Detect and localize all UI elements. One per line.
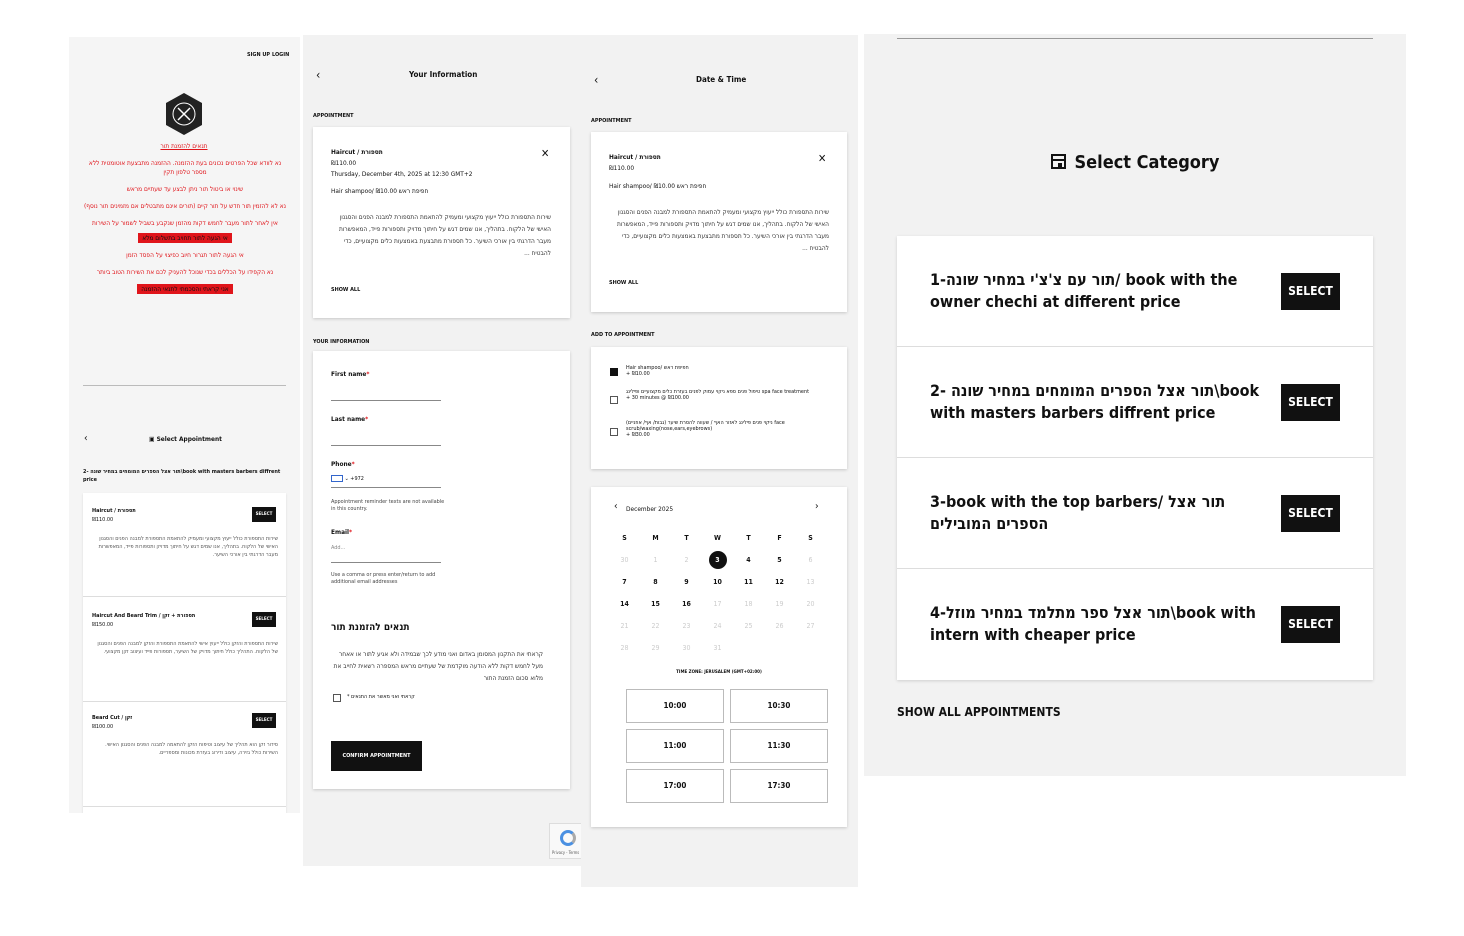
weekday-label: S [808,534,813,542]
calendar-day[interactable]: 4 [746,556,751,564]
page-title: Your Information [409,70,478,79]
notices-list [83,159,287,294]
terms-body: קראתי את התקנון המסומן באדום ואני מודע לכך שבמידה ולא אגיע לתור או אאחר מעל לחמש דקות ללא הודעה מוקדמת של שעתיים מראש המספרה רשאית לחייב את מלוא סכום הזמנת התור [333,650,543,682]
back-icon[interactable]: ‹ [316,68,321,82]
category-list [897,236,1373,680]
time-slot[interactable]: 10:30 [730,689,828,723]
service-name: Haircut / תספורת [331,148,383,156]
select-button[interactable]: SELECT [252,507,276,522]
panel-select-appointment [69,37,300,813]
confirm-button[interactable]: CONFIRM APPOINTMENT [331,741,422,771]
email-field[interactable]: Add... [331,545,346,551]
weekday-label: W [714,534,721,542]
service-name: Haircut / תספורת [609,153,661,161]
weekday-label: M [652,534,659,542]
time-slot[interactable]: 11:30 [730,729,828,763]
recaptcha-badge[interactable]: Privacy - Terms [549,823,581,859]
notice-item: אי הגעה לתור תגרור חיוב כפיצוי על הפסד הזמן [126,251,244,259]
time-slot[interactable]: 17:30 [730,769,828,803]
logo [165,92,203,136]
service-name: Haircut And Beard Trim / תספורת + זקן [92,613,196,619]
calendar-day: 25 [744,622,753,630]
select-button[interactable]: SELECT [252,713,276,728]
signup-link[interactable]: SIGN UP [247,52,270,58]
service-price: ₪110.00 [331,159,357,167]
select-appointment-title: ▣ Select Appointment [149,435,222,443]
month-label: December 2025 [626,505,674,513]
first-name-field[interactable] [331,400,441,401]
notice-item: נא לוודא שכל הפרטים נכונים בעת ההזמנה. ההזמנה מתבצעת אוטומטית ללא מספר טלפון תקין [88,159,282,176]
calendar-day: 29 [651,644,660,652]
service-desc: סידור זקן הוא תהליך של עיצוב וטיפוח הזקן להתאמה למבנה הפנים והסגנון האישי. השירות כולל גזירה, עיצוב ודירוג בעזרת מכונות ומספריים. [105,742,278,756]
calendar-icon [1051,154,1066,169]
agree-label: קראתי ואני מאשר את התנאים * [347,694,415,700]
service-price: ₪150.00 [92,622,114,628]
close-icon[interactable]: ✕ [541,147,550,160]
calendar-day[interactable]: 11 [744,578,753,586]
service-name: Beard Cut / זקן [92,715,133,721]
category-label: 1-תור עם צ'צ'י במחיר שונה/ book with the owner chechi at different price [930,270,1238,311]
addon-checkbox[interactable] [610,428,618,436]
service-desc: שירות התספורת כולל ייעוץ מקצועי ומעמיק להתאמת התספורת למבנה הפנים והסגנון האישי של הלקוח. בתהליך, אנו שמים דגש על חיתוך מדויק ותספורות פייד, המאפשרות מעבר הדרגתי בין אורכי השיער. [98,536,278,558]
appointment-summary [591,132,847,312]
weekday-label: S [622,534,627,542]
login-link[interactable]: LOGIN [272,52,290,58]
calendar-day[interactable]: 10 [713,578,722,586]
last-name-label: Last name* [331,415,369,423]
addon-item: ניקוי פנים פילינג לאזור האף / שעווה להסרת שיער (גבות/ אף/ אוזניים) face scrub/waxing(nose,ears,eyebrows) + ₪30.00 [626,420,785,438]
calendar-day: 1 [653,556,658,564]
addon-list [591,347,847,469]
select-button[interactable]: SELECT [1281,606,1340,643]
section-label: APPOINTMENT [313,113,354,119]
page-title: Date & Time [696,75,747,84]
terms-title: תנאים להזמנת תור [331,622,410,633]
calendar-day: 13 [806,578,815,586]
addon-line: Hair shampoo/ ₪10.00 חפיפת ראש [609,182,707,190]
phone-field[interactable]: ⌄ +972 [331,475,364,482]
select-button[interactable]: SELECT [1281,273,1340,310]
calendar-day: 20 [806,600,815,608]
notice-item: נא לא להזמין תור חדש על תור קיים (תורים אינם מתבטלים אם מזמינים תור נוסף) [83,202,287,210]
email-note: Use a comma or press enter/return to add additional email addresses [331,572,436,585]
notice-item: אין לאחר לתור מעבר לחמש דקות מהזמן שנקבע בשביל לשמור על השירות [92,219,278,227]
flag-icon [331,475,343,482]
addon-line: Hair shampoo/ ₪10.00 חפיפת ראש [331,187,429,195]
email-label: Email* [331,528,353,536]
calendar-day[interactable]: 5 [777,556,782,564]
back-icon[interactable]: ‹ [84,433,88,444]
panel-select-category [864,34,1406,776]
addon-item: Hair shampoo/ חפיפת ראש + ₪10.00 [626,365,689,377]
category-label: 2- תור אצל הספרים המומחים במחיר שונה\book with masters barbers diffrent price [930,381,1260,422]
notice-title: תנאים להזמנת תור [160,142,208,150]
first-name-label: First name* [331,370,370,378]
section-label: YOUR INFORMATION [313,339,370,345]
calendar-day[interactable]: 15 [651,600,660,608]
calendar-day: 30 [620,556,629,564]
select-button[interactable]: SELECT [1281,384,1340,421]
calendar-day: 23 [682,622,691,630]
service-desc: שירות התספורת כולל ייעוץ מקצועי ומעמיק להתאמת התספורת למבנה הפנים והסגנון האישי של הלקוח. בתהליך, אנו שמים דגש על חיתוך מדויק ותספורות פייד, המאפשרות מעבר הדרגתי בין אורכי השיער. כל תספורת מתבצעת באמצעות כלים מקצועיים, כדי להבטיח ... [338,213,551,257]
timezone-label: TIME ZONE: JERUSALEM (GMT+02:00) [676,670,762,675]
time-slot[interactable]: 10:00 [626,689,724,723]
category-item[interactable] [897,236,1373,347]
calendar-day[interactable]: 12 [775,578,784,586]
show-all-link[interactable]: SHOW ALL [331,287,361,293]
selected-day[interactable]: 3 [709,551,727,569]
addon-checkbox[interactable] [610,368,618,376]
category-label: 4-תור אצל ספר מתלמד במחיר מוזל\book with intern with cheaper price [930,603,1256,644]
service-price: ₪110.00 [609,164,635,172]
calendar-day: 30 [682,644,691,652]
show-all-appointments-link[interactable]: SHOW ALL APPOINTMENTS [897,705,1061,719]
service-list [83,493,286,813]
phone-label: Phone* [331,460,355,468]
next-month-icon[interactable]: › [815,501,819,512]
weekday-label: F [777,534,782,542]
weekday-label: T [746,534,751,542]
notice-item: שינוי או ביטול תור ניתן לבצע עד שעתיים מראש [126,185,244,193]
calendar-grid [609,527,826,659]
category-item[interactable] [897,458,1373,569]
agree-checkbox[interactable] [333,694,341,702]
info-form [313,351,570,789]
service-price: ₪110.00 [92,517,114,523]
select-button[interactable]: SELECT [252,612,276,627]
calendar-day [733,637,764,659]
highlight-notice: אני קראתי והסכמתי לתנאי ההזמנה [137,284,232,294]
highlight-notice: אי הגעה לתור תחויב בתשלום מלא [138,233,232,243]
time-slot[interactable]: 17:00 [626,769,724,803]
calendar-day: 17 [713,600,722,608]
panel-your-information [303,35,581,866]
category-title: 2- תור אצל הספרים המומחים במחיר שונה\book with masters barbers diffrent price [83,469,281,483]
appointment-summary [313,127,570,318]
section-label: APPOINTMENT [591,118,632,124]
prev-month-icon[interactable]: ‹ [614,501,618,512]
calendar-day[interactable]: 16 [682,600,691,608]
category-label: 3-book with the top barbers/ תור אצל הספרים המובילים [930,492,1226,533]
list-item[interactable] [83,598,286,702]
calendar-day: 19 [775,600,784,608]
calendar-day: 2 [684,556,689,564]
notice-item: נא הקפידו על הכללים בכדי שנוכל להעניק לכם את השירות הטוב ביותר [96,268,274,276]
calendar-day: 21 [620,622,629,630]
last-name-field[interactable] [331,445,441,446]
service-desc: שירות התספורת והזקן כולל ייעוץ אישי להתאמת התספורת והזקן למבנה הפנים והסגנון של הלקוח. התהליך כולל חיתוך מדויק של השיער, תספורות פייד ועיצוב זקן מקצועי. [97,641,278,655]
service-price: ₪100.00 [92,724,114,730]
calendar-day[interactable]: 7 [622,578,627,586]
appointment-date: Thursday, December 4th, 2025 at 12:30 GMT+2 [331,170,473,178]
weekday-label: T [684,534,689,542]
list-item[interactable] [83,703,286,807]
calendar-day: 26 [775,622,784,630]
time-slot[interactable]: 11:00 [626,729,724,763]
panel-date-time [581,35,858,887]
category-item[interactable] [897,569,1373,680]
show-all-link[interactable]: SHOW ALL [609,280,639,286]
calendar-day: 31 [713,644,722,652]
calendar-day: 18 [744,600,753,608]
list-item[interactable] [83,493,286,597]
calendar-day: 22 [651,622,660,630]
calendar-day: 27 [806,622,815,630]
service-name: Haircut / תספורת [92,508,136,514]
addon-checkbox[interactable] [610,396,618,404]
calendar-day: 28 [620,644,629,652]
addon-item: טיפול פנים ספא ניקוי עמוק לפנים בעזרת כלים מקצועיים ופילינג spa face treatment + 30 minutes @ ₪100.00 [626,389,810,401]
calendar-day[interactable] [702,549,733,571]
category-item[interactable] [897,347,1373,458]
back-icon[interactable]: ‹ [594,73,599,87]
calendar-day: 24 [713,622,722,630]
select-button[interactable]: SELECT [1281,495,1340,532]
calendar-day [764,637,795,659]
phone-note: Appointment reminder texts are not available in this country. [331,499,445,512]
calendar-card [591,487,847,827]
section-label: ADD TO APPOINTMENT [591,332,655,338]
close-icon[interactable]: ✕ [818,152,827,165]
calendar-day[interactable]: 14 [620,600,629,608]
calendar-day: 6 [808,556,813,564]
calendar-day[interactable]: 9 [684,578,689,586]
service-desc: שירות התספורת כולל ייעוץ מקצועי ומעמיק להתאמת התספורת למבנה הפנים והסגנון האישי של הלקוח. בתהליך, אנו שמים דגש על חיתוך מדויק ותספורות פייד, המאפשרות מעבר הדרגתי בין אורכי השיער. כל תספורת מתבצעת באמצעות כלים מקצועיים, כדי להבטיח ... [616,208,829,252]
page-title: Select Category [864,152,1406,173]
calendar-day [795,637,826,659]
calendar-day[interactable]: 8 [653,578,658,586]
